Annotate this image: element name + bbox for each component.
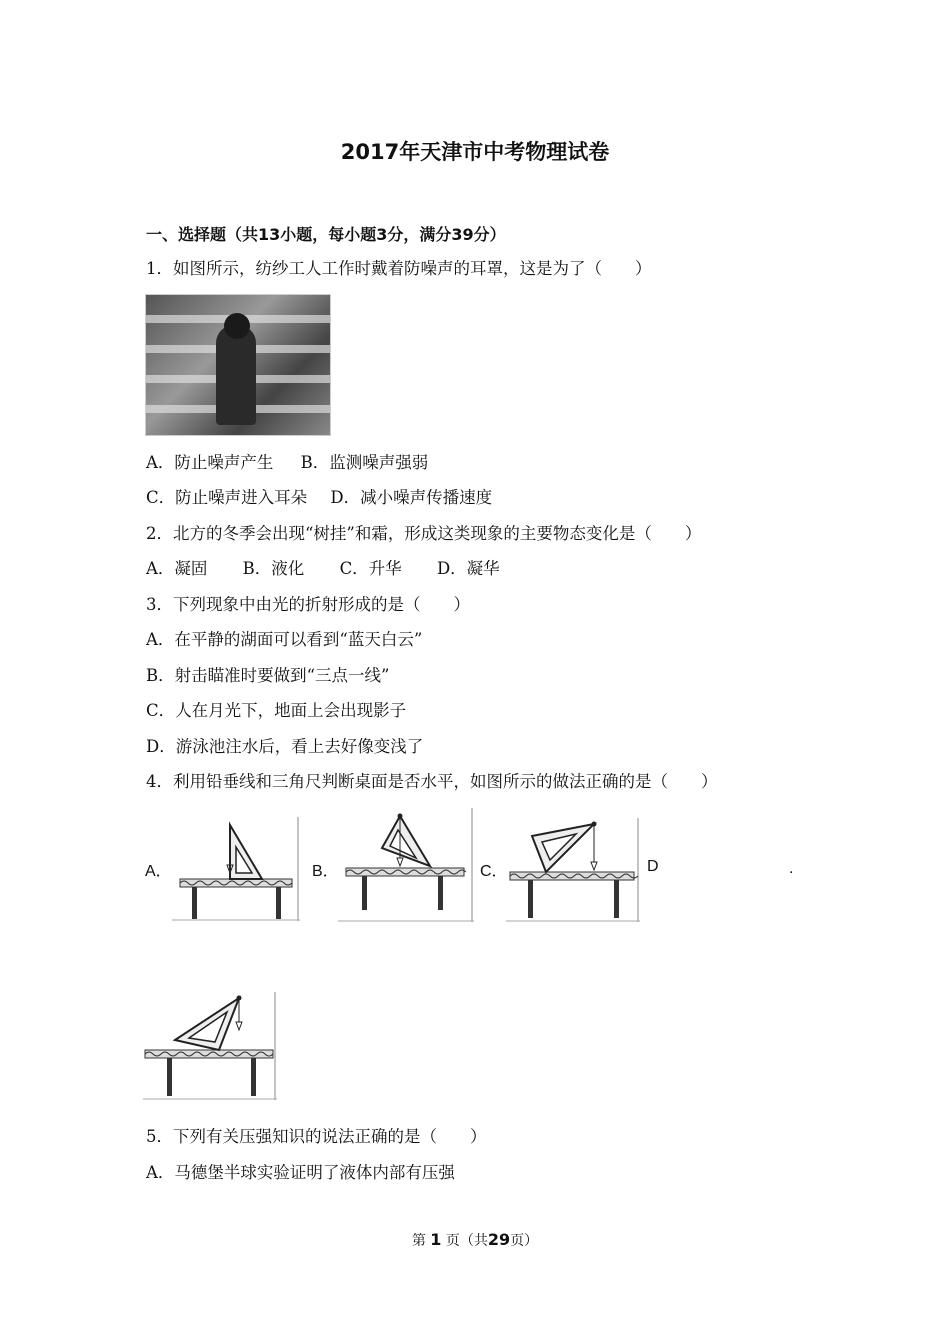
q2-options-row: [146, 558, 500, 580]
q3-option-c[interactable]: C．人在月光下，地面上会出现影子: [146, 701, 407, 720]
q1-option-c[interactable]: C．防止噪声进入耳朵: [146, 488, 308, 507]
q1-options-row2: [146, 487, 492, 509]
footer-mid: 页（共: [445, 1233, 488, 1249]
q4-figure-d[interactable]: [143, 992, 277, 1100]
q3-option-d[interactable]: D．游泳池注水后，看上去好像变浅了: [146, 737, 424, 756]
q3-option-b[interactable]: B．射击瞄准时要做到“三点一线”: [146, 666, 390, 685]
q2-option-c[interactable]: C．升华: [339, 559, 402, 578]
footer-page-number: 1: [430, 1230, 442, 1249]
q4-label-b[interactable]: B．: [312, 863, 339, 880]
page-title: 2017年天津市中考物理试卷: [340, 140, 610, 164]
q3-option-a[interactable]: A．在平静的湖面可以看到“蓝天白云”: [146, 630, 423, 649]
q1-option-d[interactable]: D．减小噪声传播速度: [330, 488, 493, 507]
q4-label-c[interactable]: C．: [480, 863, 508, 880]
q1-option-a[interactable]: A．防止噪声产生: [146, 453, 274, 472]
q4-label-a[interactable]: A．: [145, 863, 172, 880]
page-footer: [0, 1230, 950, 1250]
footer-total-pages: 29: [487, 1230, 511, 1249]
q4-figure-a[interactable]: [172, 817, 300, 921]
q5-option-a[interactable]: A．马德堡半球实验证明了液体内部有压强: [146, 1163, 455, 1182]
question-5-stem: 5．下列有关压强知识的说法正确的是（ ）: [146, 1127, 487, 1146]
q2-option-d[interactable]: D．凝华: [436, 559, 500, 578]
q1-option-b[interactable]: B．监测噪声强弱: [300, 453, 429, 472]
spinning-worker-photo: [145, 294, 331, 436]
question-4-stem: 4．利用铅垂线和三角尺判断桌面是否水平，如图所示的做法正确的是（ ）: [146, 772, 718, 791]
q2-option-b[interactable]: B．液化: [242, 559, 305, 578]
q4-label-d-dot: .: [789, 860, 794, 877]
footer-post: 页）: [510, 1233, 539, 1249]
q4-figure-b[interactable]: [338, 808, 474, 922]
question-2-stem: 2．北方的冬季会出现“树挂”和霜，形成这类现象的主要物态变化是（ ）: [146, 524, 702, 543]
footer-pre: 第: [411, 1233, 426, 1249]
question-1-stem: 1．如图所示，纺纱工人工作时戴着防噪声的耳罩，这是为了（ ）: [146, 259, 652, 278]
q1-options-row1: [146, 452, 428, 474]
q4-figure-c[interactable]: [506, 818, 640, 922]
q4-label-d[interactable]: D: [647, 858, 659, 875]
q2-option-a[interactable]: A．凝固: [146, 559, 208, 578]
section-heading: 一、选择题（共13小题，每小题3分，满分39分）: [146, 225, 506, 244]
question-3-stem: 3．下列现象中由光的折射形成的是（ ）: [146, 595, 470, 614]
